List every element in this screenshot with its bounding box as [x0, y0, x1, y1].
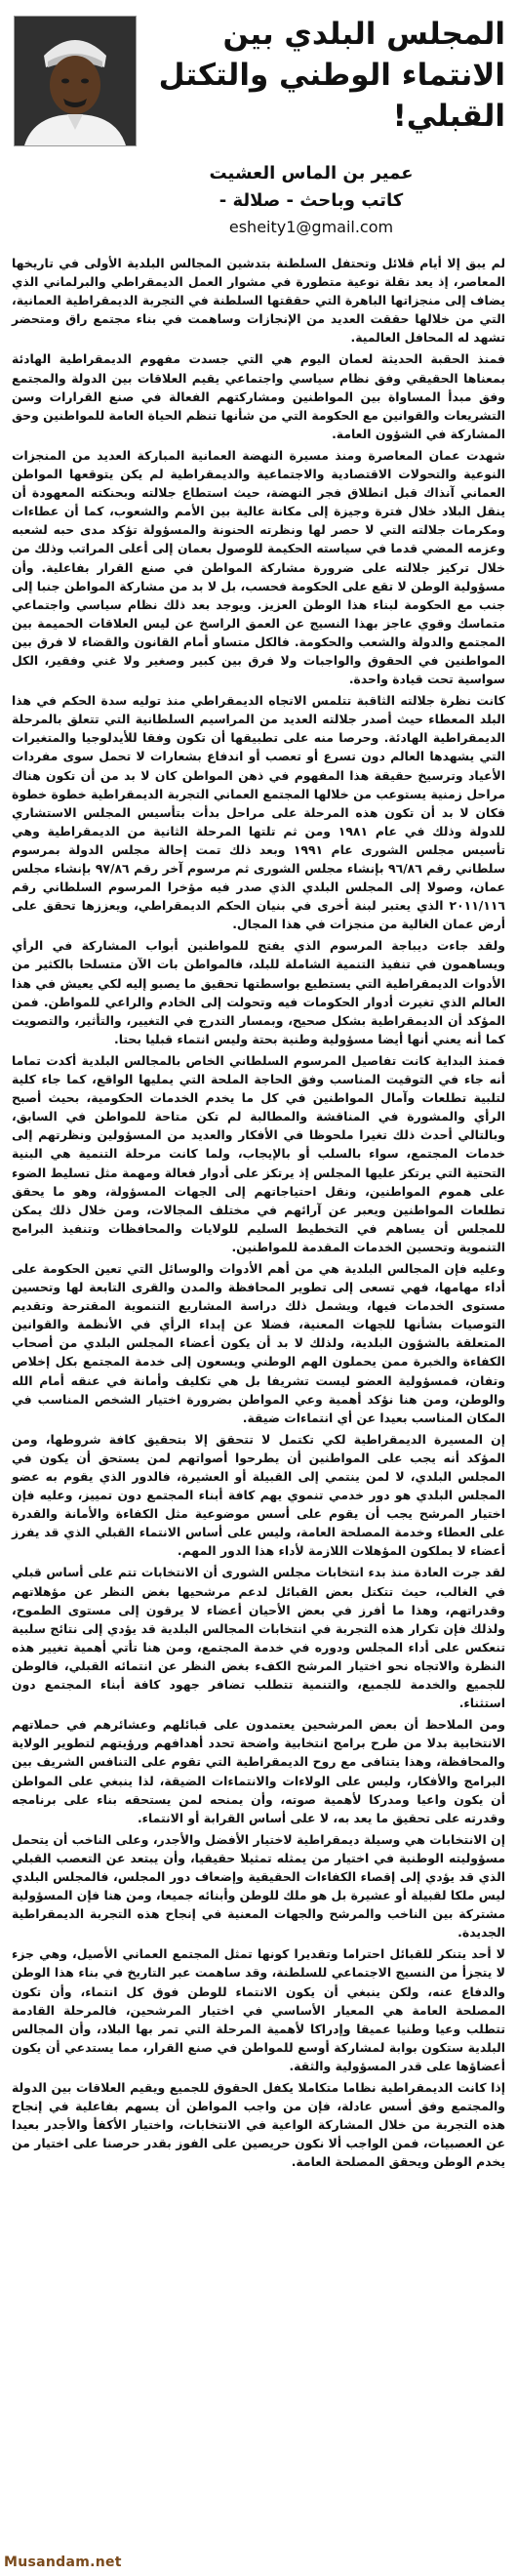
article-header [12, 10, 505, 254]
paragraph: وعليه فإن المجالس البلدية هي من أهم الأدوات والوسائل التي تعين الحكومة على أداء مهامها، فهي تسعى إلى تطوير المحافظة والمدن والقرى التابعة لها وتحسين مستوى الخدمات فيها، ويشمل ذلك دراسة المشاريع التنموية المقترحة وتقديم التوصيات بشأنها للجهات المعنية، فضلا عن إبداء الرأي في الأنظمة والقوانين المتعلقة بالشؤون البلدية، ولذلك لا بد أن يكون أعضاء المجلس البلدي من أصحاب الكفاءة والخبرة ممن يحملون الهم الوطني ويسعون إلى خدمة المجتمع بكل إخلاص وتفان، فمسؤولية العضو ليست تشريفا بل هي تكليف وأمانة في عنقه أمام الله والوطن، ومن هنا نؤكد أهمية وعي المواطن بضرورة اختيار الشخص المناسب في المكان المناسب بعيدا عن أي انتماءات ضيقة. [12, 1260, 505, 1425]
author-photo-icon [15, 17, 136, 145]
paragraph: ومن الملاحظ أن بعض المرشحين يعتمدون على قبائلهم وعشائرهم في حملاتهم الانتخابية بدلا من طرح برامج انتخابية واضحة تحدد أهدافهم ورؤيتهم لتطوير الولاية والمحافظة، وهذا يتنافى مع روح الديمقراطية التي تقوم على التنافس الشريف بين البرامج والأفكار، وليس على الولاءات والانتماءات الضيقة، لذا ينبغي على المواطن أن يكون واعيا ومدركا لأهمية صوته، وأن يمنحه لمن يستحقه بناء على برنامجه وقدرته على تحقيق ما يعد به، لا على أساس القرابة أو الانتماء. [12, 1717, 505, 1825]
paragraph: ولقد جاءت ديباجة المرسوم الذي يفتح للمواطنين أبواب المشاركة في الرأي ويساهمون في تنفيذ التنمية الشاملة للبلد، فالمواطن بات الآن متسلحا بالكثير من الأدوات الديمقراطية التي يستطيع بواسطتها تحقيق ما يصبو إليه لكي يعيش في هذا العالم الذي تغيرت أدوار الحكومات فيه وتحولت إلى الخادم والراعي للمواطن. فمن المؤكد أن الديمقراطية بشكل صحيح، وبمسار التدرج في التغيير، والتأثير، والتصويت كما أنه يعني أنها أيضا مسؤولية وطنية بحتة وليس انتماء قبليا بحتا. [12, 938, 505, 1046]
article-body [12, 254, 505, 2171]
author-name: عمير بن الماس العشيت [209, 163, 414, 184]
author-photo [14, 16, 137, 146]
article-title: المجلس البلدي بين الانتماء الوطني والتكتل القبلي! [158, 17, 505, 134]
paragraph: لم يبق إلا أيام قلائل وتحتفل السلطنة بتدشين المجالس البلدية الأولى في تاريخها المعاصر، إذ يعد نقلة نوعية متطورة في مشوار العمل الديمقراطي والبرلماني الذي يضاف إلى منجزاتها الباهرة التي حققتها السلطنة في التجربة الديمقراطية العمانية، التي من خلالها حققت العديد من الإنجازات وساهمت في بناء مجتمع راق ومتحضر تشهد له المحافل العالمية. [12, 256, 505, 346]
author-email[interactable]: esheity1@gmail.com [228, 218, 394, 236]
paragraph: فمنذ البداية كانت تفاصيل المرسوم السلطاني الخاص بالمجالس البلدية أكدت تماما أنه جاء في التوقيت المناسب وفق الحاجة الملحة التي يمليها الواقع، كما جاء كلية لتلبية تطلعات وآمال المواطنين في كل ما يخدم الخدمات الحكومية، بحيث أصبح الرأي والمشورة في المناقشة والمطالبة لم تكن متاحة للمواطن في السابق، وبالتالي أحدث ذلك تغيرا ملحوظا في الأفكار والعديد من المسؤولين ونظرتهم إلى خدمات المجتمع، سواء بالسلب أو بالإيجاب، ولما كانت مرحلة التنمية هي البنية التحتية التي يرتكز عليها المجلس إذ يرتكز على أدوار فعالة ومهمة مثل تسليط الضوء على هموم المواطنين، ونقل احتياجاتهم إلى الجهات المسؤولة، وهو ما يحقق تطلعات المواطنين ويعبر عن آرائهم في مختلف المجالات، ومن خلال ذلك يمكن للمجلس أن يساهم في التخطيط السليم للولايات والمحافظات وتنفيذ البرامج التنموية وتحسين الخدمات المقدمة للمواطنين. [12, 1052, 505, 1254]
paragraph: إن الانتخابات هي وسيلة ديمقراطية لاختيار الأفضل والأجدر، وعلى الناخب أن يتحمل مسؤوليته الوطنية في اختيار من يمثله تمثيلا حقيقيا، وأن يبتعد عن التعصب القبلي الذي قد يؤدي إلى إقصاء الكفاءات الحقيقية وإضعاف دور المجلس، فالمجلس البلدي ليس ملكا لقبيلة أو عشيرة بل هو ملك للوطن وأبنائه جميعا، ومن هنا فإن المسؤولية مشتركة بين الناخب والمرشح والجهات المعنية في إنجاح هذه التجربة الديمقراطية الجديدة. [11, 1831, 505, 1941]
paragraph: فمنذ الحقبة الحديثة لعمان اليوم هي التي جسدت مفهوم الديمقراطية الهادئة بمعناها الحقيقي وفق نظام سياسي واجتماعي يقيم العلاقات بين الدولة والمجتمع وفق مبدأ المساواة بين المواطنين ومشاركتهم الفعالة في صنع القرارات وسن التشريعات والقوانين مع الحكومة التي من شأنها تنظم الحياة العامة للمواطنين وحق المشاركة في الشؤون العامة. [12, 351, 505, 441]
author-block [137, 160, 505, 240]
site-watermark-logo: Musandam.net [4, 2555, 122, 2570]
paragraph: إن المسيرة الديمقراطية لكي تكتمل لا تتحقق إلا بتحقيق كافة شروطها، ومن المؤكد أنه يجب على المواطنين أن يطرحوا أصواتهم لمن يستحق أن يكون في المجلس البلدي، لا لمن ينتمي إلى القبيلة أو العشيرة، فالدور الذي يقوم به عضو المجلس البلدي هو دور خدمي تنموي يهم كافة أبناء المجتمع دون تمييز، وعليه فإن اختيار المرشح يجب أن يقوم على أسس موضوعية مثل الكفاءة والأمانة والقدرة على العطاء وخدمة المصلحة العامة، وليس على أساس الانتماء القبلي الذي قد يفرز أعضاء لا يملكون المؤهلات اللازمة لأداء هذا الدور المهم. [12, 1431, 505, 1559]
paragraph: لا أحد يتنكر للقبائل احتراما وتقديرا كونها تمثل المجتمع العماني الأصيل، وهي جزء لا يتجزأ من النسيج الاجتماعي للسلطنة، وقد ساهمت عبر التاريخ في بناء هذا الوطن والدفاع عنه، ولكن ينبغي أن يكون الانتماء للوطن فوق كل انتماء، وأن تكون المصلحة العامة هي المعيار الأساسي في اختيار المرشحين، فالمرحلة القادمة تتطلب وعيا وطنيا عميقا وإدراكا لأهمية المرحلة التي تمر بها البلاد، وأن المجالس البلدية ستكون بوابة لمشاركة أوسع للمواطن في صنع القرار، مما يستدعي أن يكون أعضاؤها على قدر المسؤولية والثقة. [12, 1946, 505, 2073]
author-role: كاتب وباحث - صلالة - [219, 190, 404, 211]
paragraph: إذا كانت الديمقراطية نظاما متكاملا يكفل الحقوق للجميع ويقيم العلاقات بين الدولة والمجتمع وفق أسس عادلة، فإن من واجب المواطن أن يسهم بفاعلية في إنجاح هذه التجربة من خلال المشاركة الواعية في الانتخابات، واختيار الأكفأ والأجدر بعيدا عن العصبيات، فمن الواجب ألا نكون حريصين على الفوز بقدر حرصنا على اختيار من يخدم الوطن ويحقق المصلحة العامة. [12, 2080, 505, 2170]
paragraph: لقد جرت العادة منذ بدء انتخابات مجلس الشورى أن الانتخابات تتم على أساس قبلي في الغالب، حيث تتكتل بعض القبائل لدعم مرشحيها بغض النظر عن مؤهلاتهم وقدراتهم، وهذا ما أفرز في بعض الأحيان أعضاء لا يرقون إلى مستوى الطموح، ولذلك فإن تكرار هذه التجربة في انتخابات المجالس البلدية قد يؤدي إلى نتائج سلبية تنعكس على أداء المجلس ودوره في خدمة المجتمع، ومن هنا تأتي أهمية تغيير هذه النظرة والاتجاه نحو اختيار المرشح الكفء بغض النظر عن انتمائه القبلي، فالوطن للجميع والخدمة للجميع، والتنمية تتطلب تضافر جهود كافة أبناء المجتمع دون استثناء. [12, 1565, 505, 1711]
headline-block [137, 10, 505, 240]
paragraph: كانت نظرة جلالته الثاقبة تتلمس الاتجاه الديمقراطي منذ توليه سدة الحكم في هذا البلد المعطاء حيث أصدر جلالته العديد من المراسيم السلطانية التي تتعلق بالمرحلة الديمقراطية الهادئة. وحرصا منه على تطبيقها أن تكون وفقا للأيدلوجيا والمتغيرات التي يشهدها العالم دون تسرع أو تعصب أو اندفاع بشعارات لا تحمل سوى مفردات الأعياد وترسيخ حقيقة هذا المفهوم في ذهن المواطن كان لا بد من أن تكون هناك مراحل زمنية يستوعب من خلالها المجتمع العماني التجربة الديمقراطية خطوة خطوة فكان لا بد أن تكون هذه المرحلة على مراحل بدأت بتأسيس المجلس الاستشاري للدولة وذلك في عام ١٩٨١ ومن ثم تلتها المرحلة الثانية من الديمقراطية وهي تأسيس مجلس الشورى عام ١٩٩١ وبعد ذلك تمت إحالة مجلس الدولة بمرسوم سلطاني رقم ٩٦/٨٦ بإنشاء مجلس الشورى ثم مرسوم آخر رقم ٩٧/٨٦ بإنشاء مجلس عمان، وصولا إلى المجلس البلدي الذي صدر فيه مؤخرا المرسوم السلطاني رقم ٢٠١١/١١٦ الذي يعتبر لبنة أخرى في بنيان الحكم الديمقراطي، ويعززها تحقق على أرض عمان الغالية من منجزات في هذا المجال. [12, 693, 506, 932]
paragraph: شهدت عمان المعاصرة ومنذ مسيرة النهضة العمانية المباركة العديد من المنجزات النوعية والتحولات الاقتصادية والاجتماعية والديمقراطية لم يكن يتوقعها المواطن العماني آنذاك قبل انطلاق فجر النهضة، حيث استطاع جلالته وبحنكته المعهودة أن ينقل البلاد خلال فترة وجيزة إلى مكانة عالية بين الأمم والشعوب، كما أن عطاءات ومكرمات جلالته التي لا حصر لها ونظرته الحنونة والمسؤولة تؤكد مدى حبه لشعبه وعزمه المضي قدما في سياسته الحكيمة للوصول بعمان إلى أعلى المراتب وذلك من خلال تركيز جلالته على ضرورة مشاركة المواطن في صنع القرار بفاعلية. وأن مسؤولية الوطن لا تقع على الحكومة فحسب، بل لا بد من مشاركة المواطن جنبا إلى جنب مع الحكومة لبناء هذا الوطن العزيز. ويوجد بعد ذلك نظام سياسي واجتماعي متماسك وقوي عاجز بهذا النسيج عن العمق الراسخ عن ليس العلاقات الحميمة بين المجتمع والدولة والشعب والحكومة. فالكل متساو أمام القانون والقضاء لا فرق بين المواطنين في الحقوق والواجبات ولا فرق بين كبير وصغير ولا غني وفقير، الكل سواسية تحت قيادة واحدة. [12, 447, 505, 687]
